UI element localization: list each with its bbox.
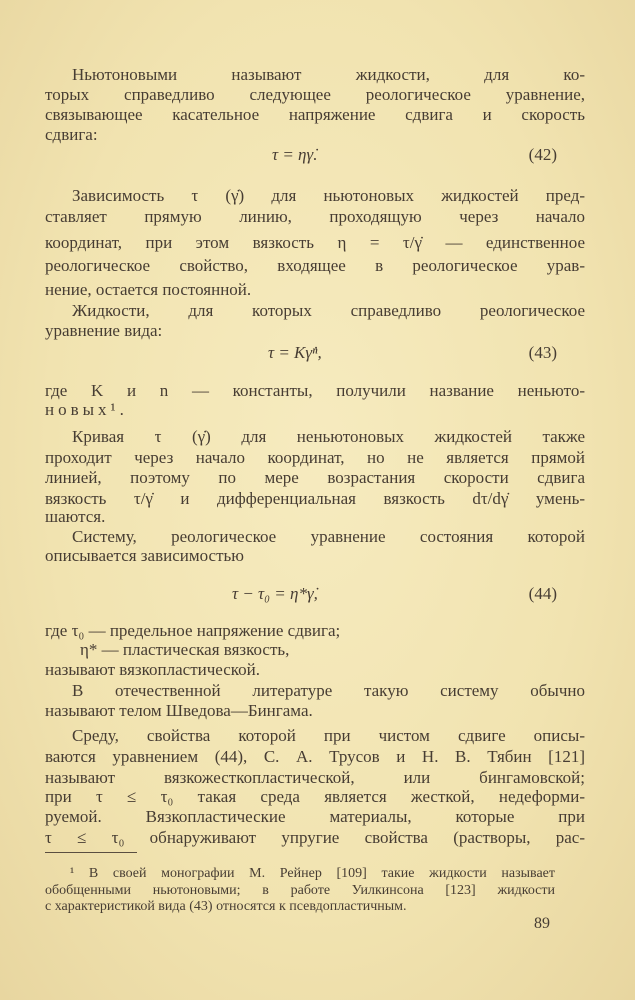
text-line: ваются уравнением (44), С. А. Трусов и Н. В. Тябин [121] <box>45 747 585 766</box>
text-line: торых справедливо следующее реологическое уравнение, <box>45 85 585 104</box>
text-line: реологическое свойство, входящее в реологическое урав- <box>45 256 585 275</box>
footnote-line: ¹ В своей монографии М. Рейнер [109] такие жидкости называет <box>70 866 555 881</box>
text-line: В отечественной литературе такую систему обычно <box>72 681 585 700</box>
text-line: называют вязкожесткопластической, или бингамовской; <box>45 768 585 787</box>
text-line: связывающее касательное напряжение сдвига и скорость <box>45 105 585 124</box>
equation-number: (42) <box>528 145 557 164</box>
equation-43: τ = Kγ̇ⁿ, <box>268 343 322 362</box>
text-line: вязкость τ/γ̇ и дифференциальная вязкость dτ/dγ̇ умень- <box>45 489 585 508</box>
text-line: описывается зависимостью <box>45 546 244 565</box>
equation-number: (43) <box>528 343 557 362</box>
text-line: где K и n — константы, получили название неньюто- <box>45 381 585 400</box>
text-line: сдвига: <box>45 125 98 144</box>
equation-42: τ = ηγ̇. <box>272 145 318 164</box>
text-line: η* — пластическая вязкость, <box>80 640 290 659</box>
equation-number: (44) <box>528 584 557 603</box>
text-line: где τ₀ — предельное напряжение сдвига; <box>45 621 341 640</box>
text-line: называют вязкопластической. <box>45 660 261 679</box>
text-line: нение, остается постоянной. <box>45 280 252 299</box>
page-number: 89 <box>534 915 550 932</box>
text-line: Ньютоновыми называют жидкости, для ко- <box>72 65 585 84</box>
text-line: Систему, реологическое уравнение состояния которой <box>72 527 585 546</box>
equation-44: τ − τ₀ = η*γ̇, <box>232 584 318 603</box>
footnote-line: обобщенными ньютоновыми; в работе Уилкинсона [123] жидкости <box>45 883 555 898</box>
text-line: руемой. Вязкопластические материалы, которые при <box>45 807 585 826</box>
text-line: τ ≤ τ₀ обнаруживают упругие свойства (растворы, рас- <box>45 828 585 847</box>
text-line: уравнение вида: <box>45 321 163 340</box>
text-line: Жидкости, для которых справедливо реологическое <box>72 301 585 320</box>
footnote-line: с характеристикой вида (43) относятся к псевдопластичным. <box>45 899 407 914</box>
text-line: шаются. <box>45 507 106 526</box>
text-line: координат, при этом вязкость η = τ/γ̇ — единственное <box>45 233 585 252</box>
footnote-rule <box>45 852 137 853</box>
text-line: ставляет прямую линию, проходящую через начало <box>45 207 585 226</box>
text-line: линией, поэтому по мере возрастания скорости сдвига <box>45 468 585 487</box>
text-line: называют телом Шведова—Бингама. <box>45 701 313 720</box>
text-line: Кривая τ (γ̇) для неньютоновых жидкостей также <box>72 427 585 446</box>
text-line: проходит через начало координат, но не является прямой <box>45 448 585 467</box>
text-line: при τ ≤ τ₀ такая среда является жесткой, недеформи- <box>45 787 585 806</box>
text-line: Среду, свойства которой при чистом сдвиге описы- <box>72 726 585 745</box>
text-line: Зависимость τ (γ̇) для ньютоновых жидкостей пред- <box>72 186 585 205</box>
text-line: новых¹. <box>45 400 128 419</box>
